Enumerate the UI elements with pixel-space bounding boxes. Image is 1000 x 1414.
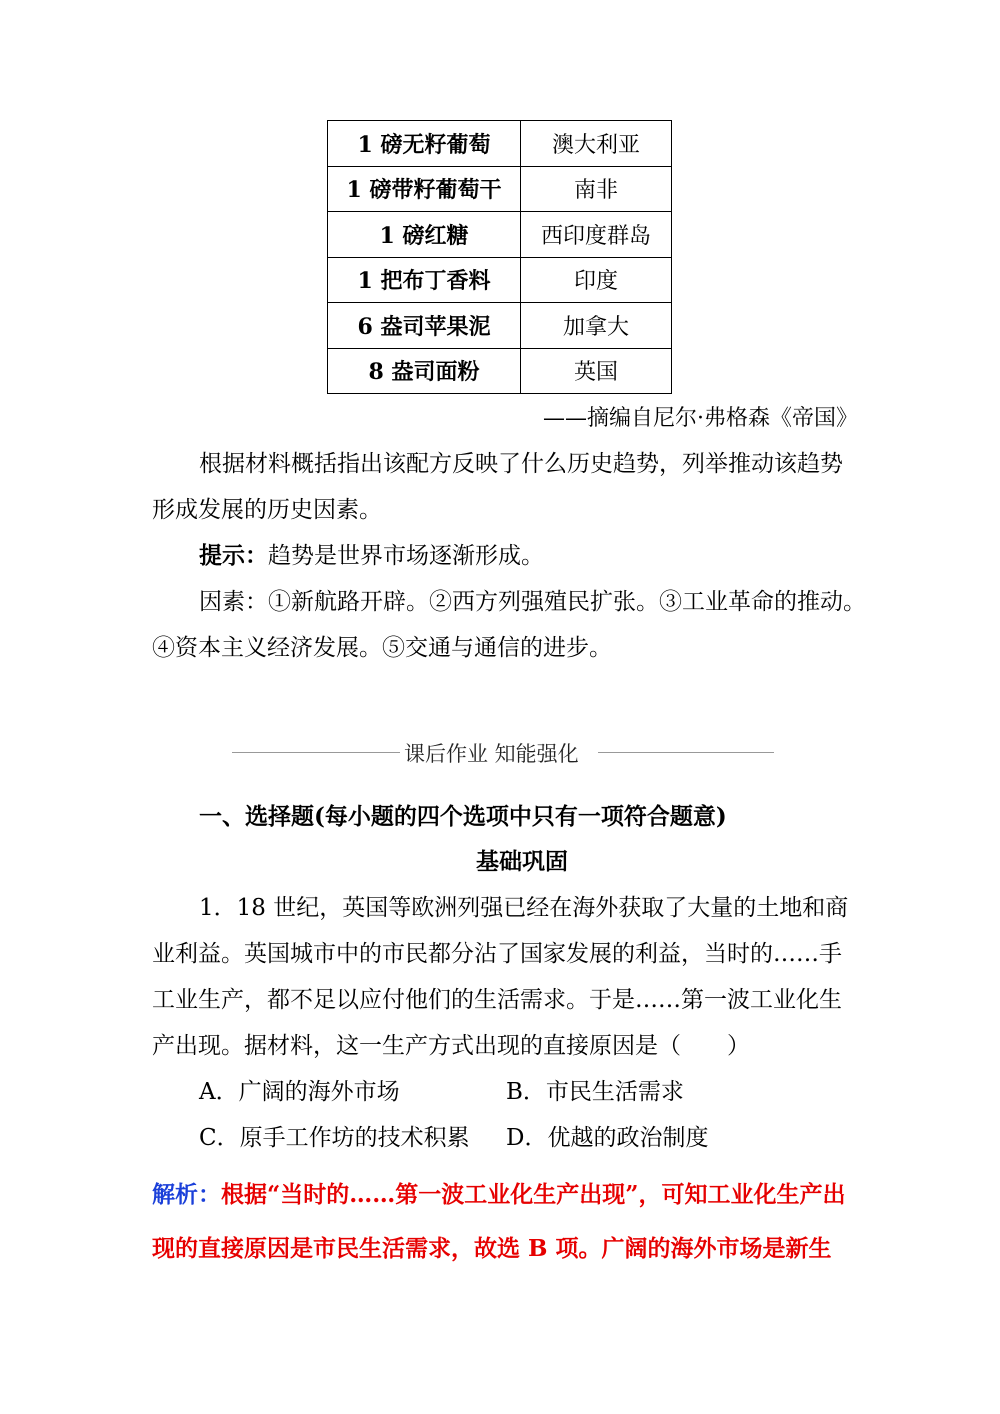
- option-d: D．优越的政治制度: [506, 1125, 709, 1151]
- recipe-table: [327, 120, 672, 394]
- origin-cell: 澳大利亚: [521, 121, 672, 167]
- table-row: [328, 257, 672, 303]
- factors-text: ①新航路开辟。②西方列强殖民扩张。③工业革命的推动。: [268, 589, 866, 615]
- analysis-label: 解析：: [152, 1181, 221, 1208]
- subheading: 基础巩固: [476, 848, 568, 875]
- section-divider-title: 课后作业 知能强化: [404, 742, 579, 766]
- hint-line: [199, 533, 544, 579]
- item-cell: 1 磅无籽葡萄: [328, 121, 521, 167]
- analysis-line: [152, 1172, 845, 1218]
- option-a: A．广阔的海外市场: [199, 1079, 400, 1105]
- q1-line: 产出现。据材料，这一生产方式出现的直接原因是（ ）: [152, 1033, 750, 1059]
- analysis-line: 现的直接原因是市民生活需求，故选 B 项。广阔的海外市场是新生: [152, 1235, 832, 1262]
- table-row: [328, 303, 672, 349]
- table-source: ——摘编自尼尔·弗格森《帝国》: [543, 406, 858, 431]
- hint-label: 提示：: [199, 542, 268, 569]
- q1-line: 1．18 世纪，英国等欧洲列强已经在海外获取了大量的土地和商: [199, 895, 849, 921]
- origin-cell: 印度: [521, 257, 672, 303]
- table-row: [328, 212, 672, 258]
- q1-line: 业利益。英国城市中的市民都分沾了国家发展的利益，当时的……手: [152, 941, 842, 967]
- question-line: 形成发展的历史因素。: [152, 497, 382, 523]
- factors-line: [199, 579, 866, 625]
- table-row: [328, 348, 672, 394]
- q1-line: 工业生产，都不足以应付他们的生活需求。于是……第一波工业化生: [152, 987, 842, 1013]
- table-row: [328, 166, 672, 212]
- origin-cell: 南非: [521, 166, 672, 212]
- section-heading-rest: (每小题的四个选项中只有一项符合题意): [314, 803, 727, 830]
- factors-line: ④资本主义经济发展。⑤交通与通信的进步。: [152, 635, 612, 661]
- analysis-text: 根据“当时的……第一波工业化生产出现”，可知工业化生产出: [221, 1181, 846, 1208]
- question-line: 根据材料概括指出该配方反映了什么历史趋势，列举推动该趋势: [199, 451, 843, 477]
- origin-cell: 西印度群岛: [521, 212, 672, 258]
- section-heading-bold: 一、选择题: [199, 803, 314, 830]
- table-row: [328, 121, 672, 167]
- origin-cell: 加拿大: [521, 303, 672, 349]
- item-cell: 8 盎司面粉: [328, 348, 521, 394]
- item-cell: 6 盎司苹果泥: [328, 303, 521, 349]
- section-heading: [199, 794, 727, 840]
- hint-text: 趋势是世界市场逐渐形成。: [268, 543, 544, 569]
- option-c: C．原手工作坊的技术积累: [199, 1125, 470, 1151]
- divider-line-right: [598, 752, 774, 753]
- origin-cell: 英国: [521, 348, 672, 394]
- item-cell: 1 磅带籽葡萄干: [328, 166, 521, 212]
- divider-line-left: [232, 752, 400, 753]
- option-b: B．市民生活需求: [506, 1079, 684, 1105]
- item-cell: 1 把布丁香料: [328, 257, 521, 303]
- factors-label: 因素：: [199, 589, 268, 615]
- item-cell: 1 磅红糖: [328, 212, 521, 258]
